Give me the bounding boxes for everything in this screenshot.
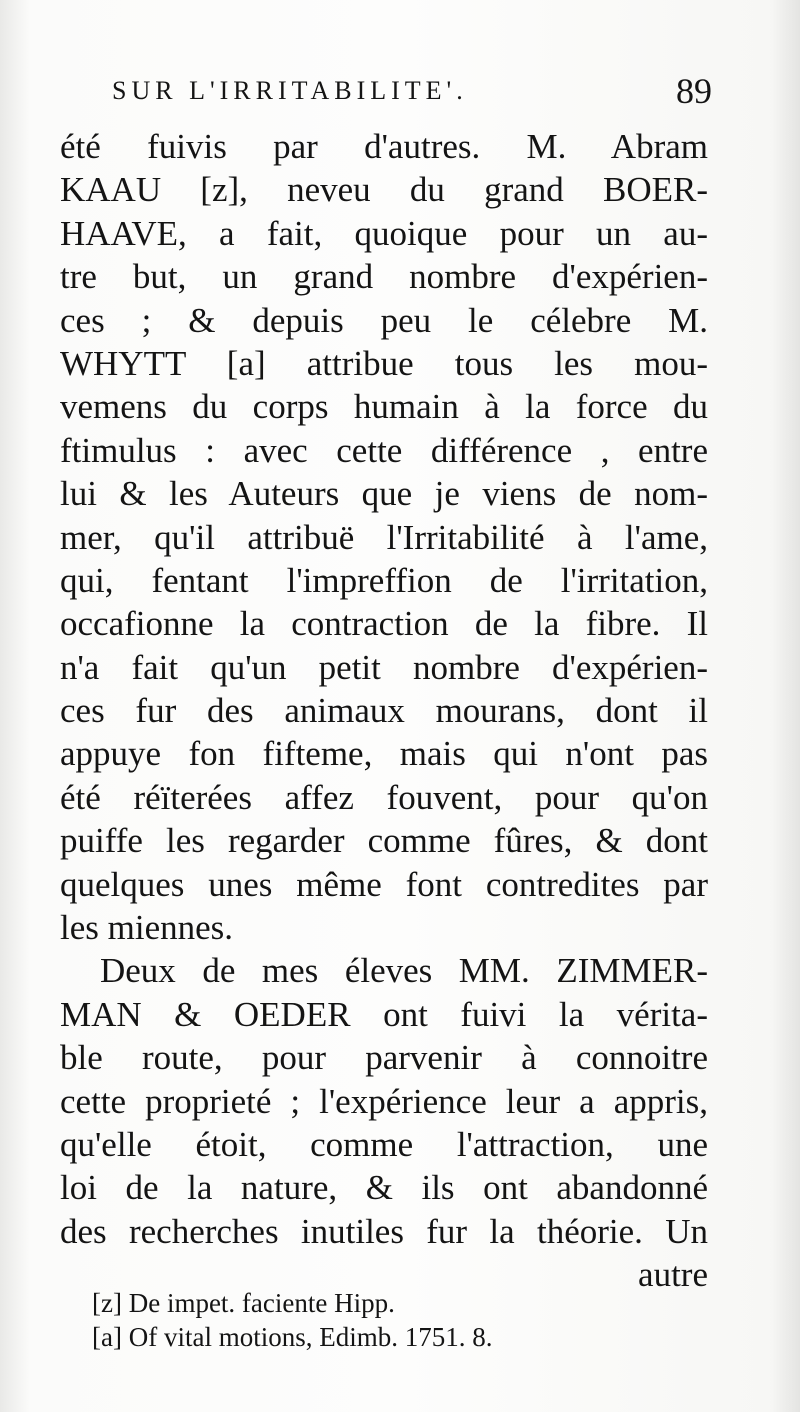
text-line: vemens du corps humain à la force du — [60, 387, 708, 427]
text-line: cette proprieté ; l'expérience leur a appris, — [60, 1081, 708, 1121]
running-title: SUR L'IRRITABILITE'. — [112, 76, 468, 105]
text-line: mer, qu'il attribuë l'Irritabilité à l'ame, — [60, 517, 708, 557]
text-line: tre but, un grand nombre d'expérien- — [60, 257, 708, 297]
text-line: MAN & OEDER ont fuivi la vérita- — [60, 994, 708, 1034]
text-line: quelques unes même font contredites par — [60, 864, 708, 904]
text-line: ces ; & depuis peu le célebre M. — [60, 300, 708, 340]
text-line: qui, fentant l'impreffion de l'irritation, — [60, 560, 708, 600]
text-line: ces fur des animaux mourans, dont il — [60, 691, 708, 731]
text-line: des recherches inutiles fur la théorie. Un — [60, 1211, 708, 1251]
text-line: WHYTT [a] attribue tous les mou- — [60, 343, 708, 383]
text-line: KAAU [z], neveu du grand BOER- — [60, 170, 708, 210]
text-line: n'a fait qu'un petit nombre d'expérien- — [60, 647, 708, 687]
text-line: loi de la nature, & ils ont abandonné — [60, 1168, 708, 1208]
paragraph-end-line: les miennes. — [60, 908, 234, 948]
page-number: 89 — [676, 71, 712, 111]
footnote-a: [a] Of vital motions, Edimb. 1751. 8. — [92, 1322, 493, 1352]
text-line: appuye fon fifteme, mais qui n'ont pas — [60, 734, 708, 774]
text-line: été réïterées affez fouvent, pour qu'on — [60, 777, 708, 817]
text-line: ble route, pour parvenir à connoitre — [60, 1038, 708, 1078]
text-line: puiffe les regarder comme fûres, & dont — [60, 821, 708, 861]
footnotes — [92, 1286, 712, 1354]
paragraph-start-line: Deux de mes éleves MM. ZIMMER- — [100, 951, 708, 991]
text-line: qu'elle étoit, comme l'attraction, une — [60, 1124, 708, 1164]
text-line: été fuivis par d'autres. M. Abram — [60, 127, 708, 166]
text-line: occafionne la contraction de la fibre. Il — [60, 604, 708, 644]
text-line: lui & les Auteurs que je viens de nom- — [60, 474, 708, 514]
body-text — [60, 125, 708, 1297]
catchword: autre — [638, 1255, 708, 1295]
footnote-z: [z] De impet. faciente Hipp. — [92, 1288, 395, 1318]
text-line: ftimulus : avec cette différence , entre — [60, 430, 708, 470]
running-head — [112, 70, 712, 118]
text-line: HAAVE, a fait, quoique pour un au- — [60, 213, 708, 253]
